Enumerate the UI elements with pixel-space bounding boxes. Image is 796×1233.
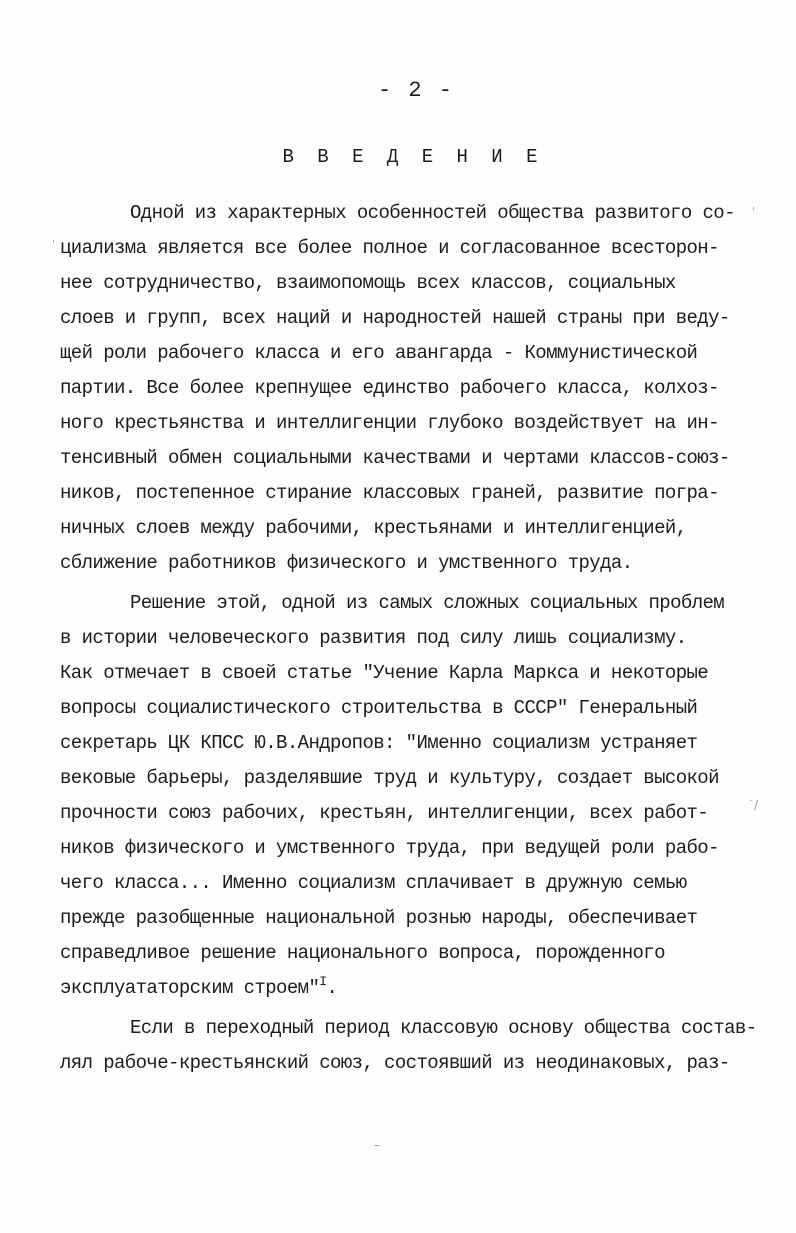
text-line: вековые барьеры, разделявшие труд и культуру, создает высокой: [60, 767, 719, 789]
text-line: ного крестьянства и интеллигенции глубоко воздействует на ин-: [60, 412, 719, 434]
text-line: прочности союз рабочих, крестьян, интеллигенции, всех работ-: [60, 802, 709, 824]
text-line-with-footnote: [60, 976, 337, 1000]
text-line: Одной из характерных особенностей общества развитого со-: [130, 202, 735, 224]
text-line: слоев и групп, всех наций и народностей нашей страны при веду-: [60, 307, 730, 329]
text-line: секретарь ЦК КПСС Ю.В.Андропов: "Именно социализм устраняет: [60, 732, 698, 754]
scan-artifact: –: [374, 1138, 380, 1152]
margin-tick: ˈ: [52, 238, 56, 252]
text-line: Решение этой, одной из самых сложных социальных проблем: [130, 592, 725, 614]
text-line: нее сотрудничество, взаимопомощь всех классов, социальных: [60, 272, 676, 294]
text-line: тенсивный обмен социальными качествами и чертами классов-союз-: [60, 447, 730, 469]
text-line: справедливое решение национального вопроса, порожденного: [60, 942, 665, 964]
text-line: ников, постепенное стирание классовых граней, развитие погра-: [60, 482, 719, 504]
text-line: в истории человеческого развития под силу лишь социализму.: [60, 627, 687, 649]
text-line: ничных слоев между рабочими, крестьянами и интеллигенцией,: [60, 517, 687, 539]
text-line: чего класса... Именно социализм сплачивает в дружную семью: [60, 872, 687, 894]
text-line: Как отмечает в своей статье "Учение Карла Маркса и некоторые: [60, 662, 709, 684]
text-line: циализма является все более полное и согласованное всесторон-: [60, 237, 719, 259]
text-line: лял рабоче-крестьянский союз, состоявший из неодинаковых, раз-: [60, 1052, 730, 1074]
section-heading: В В Е Д Е Н И Е: [282, 146, 544, 168]
text-line: вопросы социалистического строительства в СССР" Генеральный: [60, 697, 698, 719]
text-line: партии. Все более крепнущее единство рабочего класса, колхоз-: [60, 377, 719, 399]
margin-tick: ˙/: [748, 798, 759, 812]
text-line: ников физического и умственного труда, при ведущей роли рабо-: [60, 837, 719, 859]
margin-tick: ˈ: [752, 205, 756, 219]
text-line: щей роли рабочего класса и его авангарда - Коммунистической: [60, 342, 698, 364]
footnote-ref: I: [319, 974, 327, 989]
sentence-end: .: [326, 977, 338, 999]
quote-end-text: эксплуататорским строем": [60, 977, 320, 999]
text-line: сближение работников физического и умственного труда.: [60, 552, 633, 574]
text-line: Если в переходный период классовую основу общества состав-: [130, 1017, 757, 1039]
page-number: - 2 -: [377, 78, 454, 103]
text-line: прежде разобщенные национальной рознью народы, обеспечивает: [60, 907, 698, 929]
